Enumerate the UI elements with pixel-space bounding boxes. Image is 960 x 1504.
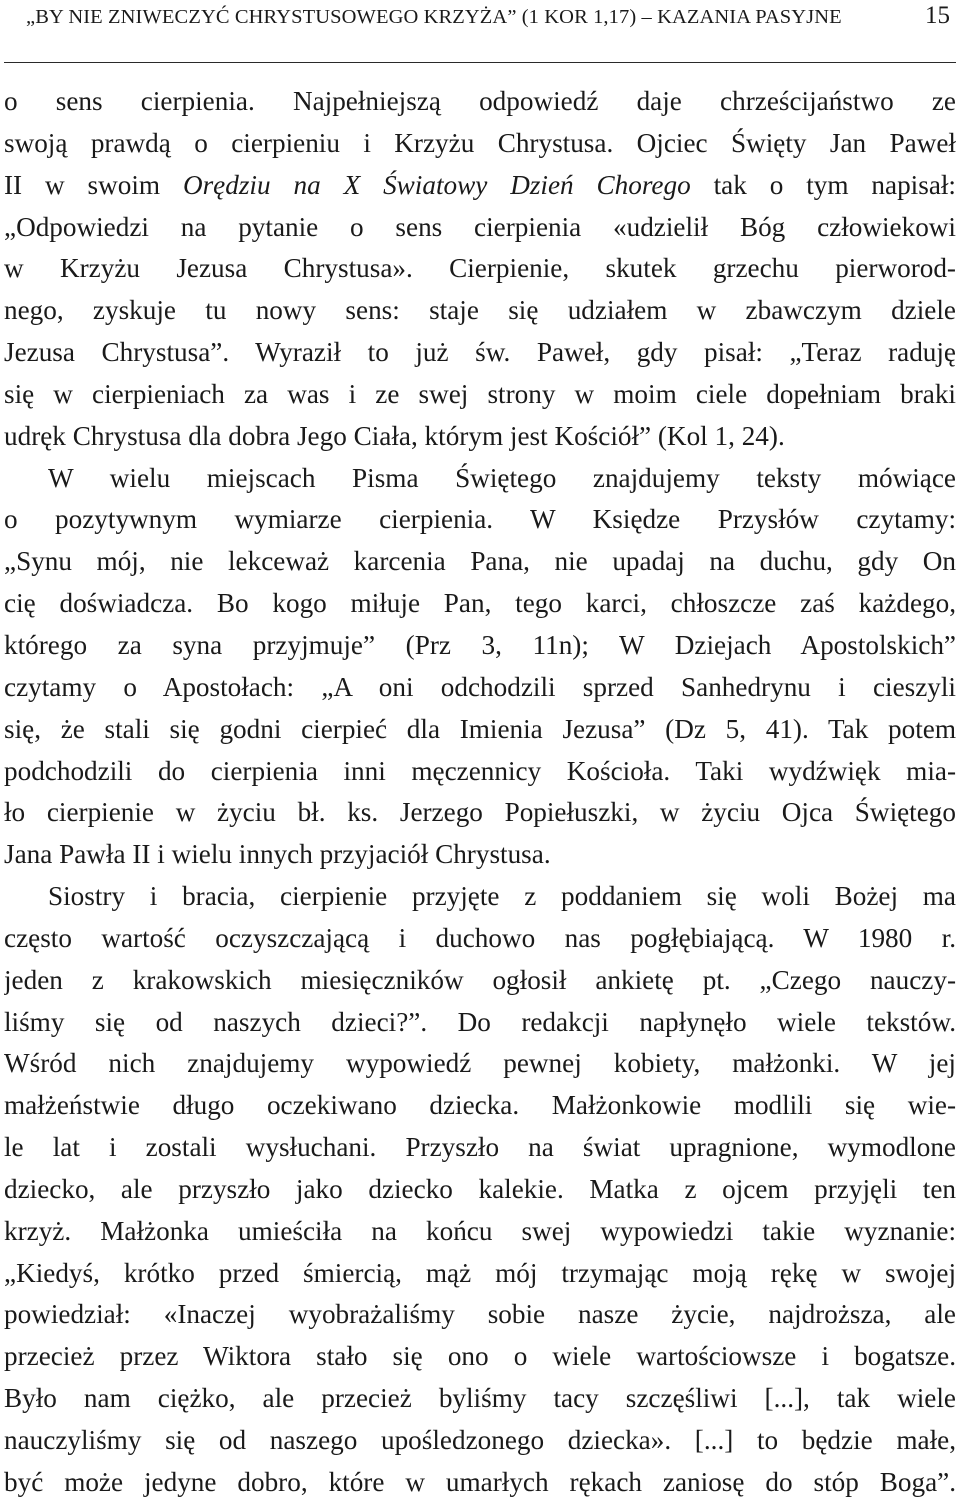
text-segment: się w cierpieniach za was i ze swej strony w moim ciele dopełniam braki — [4, 378, 956, 409]
text-line — [4, 1462, 956, 1504]
text-segment: nego, zyskuje tu nowy sens: staje się udziałem w zbawczym dziele — [4, 295, 956, 326]
text-line — [4, 332, 956, 374]
text-segment: czytamy o Apostołach: „A oni odchodzili sprzed Sanhedrynu i cieszyli — [4, 671, 956, 702]
text-segment: podchodzili do cierpienia inni męczennicy Kościoła. Taki wydźwięk mia- — [4, 755, 956, 786]
text-line — [4, 1378, 956, 1420]
text-line — [4, 165, 956, 207]
text-segment: którego za syna przyjmuje” (Prz 3, 11n); W Dziejach Apostolskich” — [4, 629, 956, 660]
text-line — [4, 499, 956, 541]
text-line — [4, 751, 956, 793]
text-line — [4, 1127, 956, 1169]
text-line — [4, 792, 956, 834]
text-segment: małżeństwie długo oczekiwano dziecka. Małżonkowie modlili się wie- — [4, 1090, 956, 1121]
text-line — [4, 918, 956, 960]
text-line — [4, 583, 956, 625]
text-segment: ło cierpienie w życiu bł. ks. Jerzego Popiełuszki, w życiu Ojca Świętego — [4, 797, 956, 828]
text-segment: Jezusa Chrystusa”. Wyraził to już św. Paweł, gdy pisał: „Teraz raduję — [4, 337, 956, 368]
text-line — [4, 1420, 956, 1462]
text-segment: liśmy się od naszych dzieci?”. Do redakcji napłynęło wiele tekstów. — [4, 1006, 956, 1037]
text-segment: le lat i zostali wysłuchani. Przyszło na świat upragnione, wymodlone — [4, 1132, 956, 1163]
text-segment: Było nam ciężko, ale przecież byliśmy tacy szczęśliwi [...], tak wiele — [4, 1383, 956, 1414]
text-segment: o sens cierpienia. Najpełniejszą odpowiedź daje chrześcijaństwo ze — [4, 86, 956, 116]
running-title: „BY NIE ZNIWECZYĆ CHRYSTUSOWEGO KRZYŻA” (1 KOR 1,17) – KAZANIA PASYJNE — [26, 6, 842, 28]
text-line — [4, 81, 956, 123]
text-segment: w Krzyżu Jezusa Chrystusa». Cierpienie, skutek grzechu pierworod- — [4, 253, 956, 284]
text-line — [4, 1043, 956, 1085]
text-segment: dziecko, ale przyszło jako dziecko kalekie. Matka z ojcem przyjęli ten — [4, 1173, 956, 1204]
text-line — [4, 1169, 956, 1211]
text-segment: Jana Pawła II i wielu innych przyjaciół Chrystusa. — [4, 839, 551, 870]
text-line — [4, 416, 956, 458]
text-segment: o pozytywnym wymiarze cierpienia. W Księdze Przysłów czytamy: — [4, 504, 956, 535]
text-segment: Wśród nich znajdujemy wypowiedź pewnej kobiety, małżonki. W jej — [4, 1048, 956, 1079]
text-line — [4, 1085, 956, 1127]
text-line — [4, 709, 956, 751]
text-segment: Siostry i bracia, cierpienie przyjęte z poddaniem się woli Bożej ma — [48, 881, 956, 912]
page-number: 15 — [925, 2, 950, 29]
text-segment: krzyż. Małżonka umieściła na końcu swej wypowiedzi takie wyznanie: — [4, 1215, 956, 1246]
text-line — [4, 458, 956, 500]
text-segment: II w swoim — [4, 169, 183, 200]
text-line — [4, 1211, 956, 1253]
text-line — [4, 374, 956, 416]
text-line — [4, 834, 956, 876]
text-segment: się, że stali się godni cierpieć dla Imienia Jezusa” (Dz 5, 41). Tak potem — [4, 713, 956, 744]
text-line — [4, 207, 956, 249]
text-line — [4, 123, 956, 165]
text-segment: być może jedyne dobro, które w umarłych rękach zaniosę do stóp Boga”. — [4, 1466, 956, 1497]
text-line — [4, 625, 956, 667]
text-segment: swoją prawdą o cierpieniu i Krzyżu Chrystusa. Ojciec Święty Jan Paweł — [4, 127, 956, 158]
text-segment: tak o tym napisał: — [690, 169, 956, 200]
running-header — [4, 0, 956, 63]
text-segment: udręk Chrystusa dla dobra Jego Ciała, którym jest Kościół” (Kol 1, 24). — [4, 420, 785, 451]
body-text — [4, 63, 956, 1504]
text-line — [4, 876, 956, 918]
italic-title: Orędziu na X Światowy Dzień Chorego — [182, 169, 691, 200]
text-segment: „Synu mój, nie lekceważ karcenia Pana, nie upadaj na duchu, gdy On — [4, 546, 956, 577]
text-line — [4, 1002, 956, 1044]
text-segment: nauczyliśmy się od naszego upośledzonego dziecka». [...] to będzie małe, — [4, 1425, 956, 1455]
text-line — [4, 541, 956, 583]
text-segment: W wielu miejscach Pisma Świętego znajdujemy teksty mówiące — [48, 462, 956, 493]
text-line — [4, 290, 956, 332]
text-line — [4, 248, 956, 290]
text-line — [4, 1253, 956, 1295]
text-segment: „Kiedyś, krótko przed śmiercią, mąż mój trzymając moją rękę w swojej — [4, 1257, 956, 1288]
text-segment: często wartość oczyszczającą i duchowo nas pogłębiającą. W 1980 r. — [4, 922, 956, 953]
text-segment: „Odpowiedzi na pytanie o sens cierpienia «udzielił Bóg człowiekowi — [4, 211, 956, 242]
text-segment: przecież przez Wiktora stało się ono o wiele wartościowsze i bogatsze. — [4, 1341, 956, 1372]
text-line — [4, 667, 956, 709]
text-segment: powiedział: «Inaczej wyobrażaliśmy sobie nasze życie, najdroższa, ale — [4, 1299, 956, 1330]
text-line — [4, 1336, 956, 1378]
text-segment: cię doświadcza. Bo kogo miłuje Pan, tego karci, chłoszcze zaś każdego, — [4, 588, 956, 619]
text-segment: jeden z krakowskich miesięczników ogłosił ankietę pt. „Czego nauczy- — [4, 964, 956, 995]
text-line — [4, 960, 956, 1002]
text-line — [4, 1294, 956, 1336]
